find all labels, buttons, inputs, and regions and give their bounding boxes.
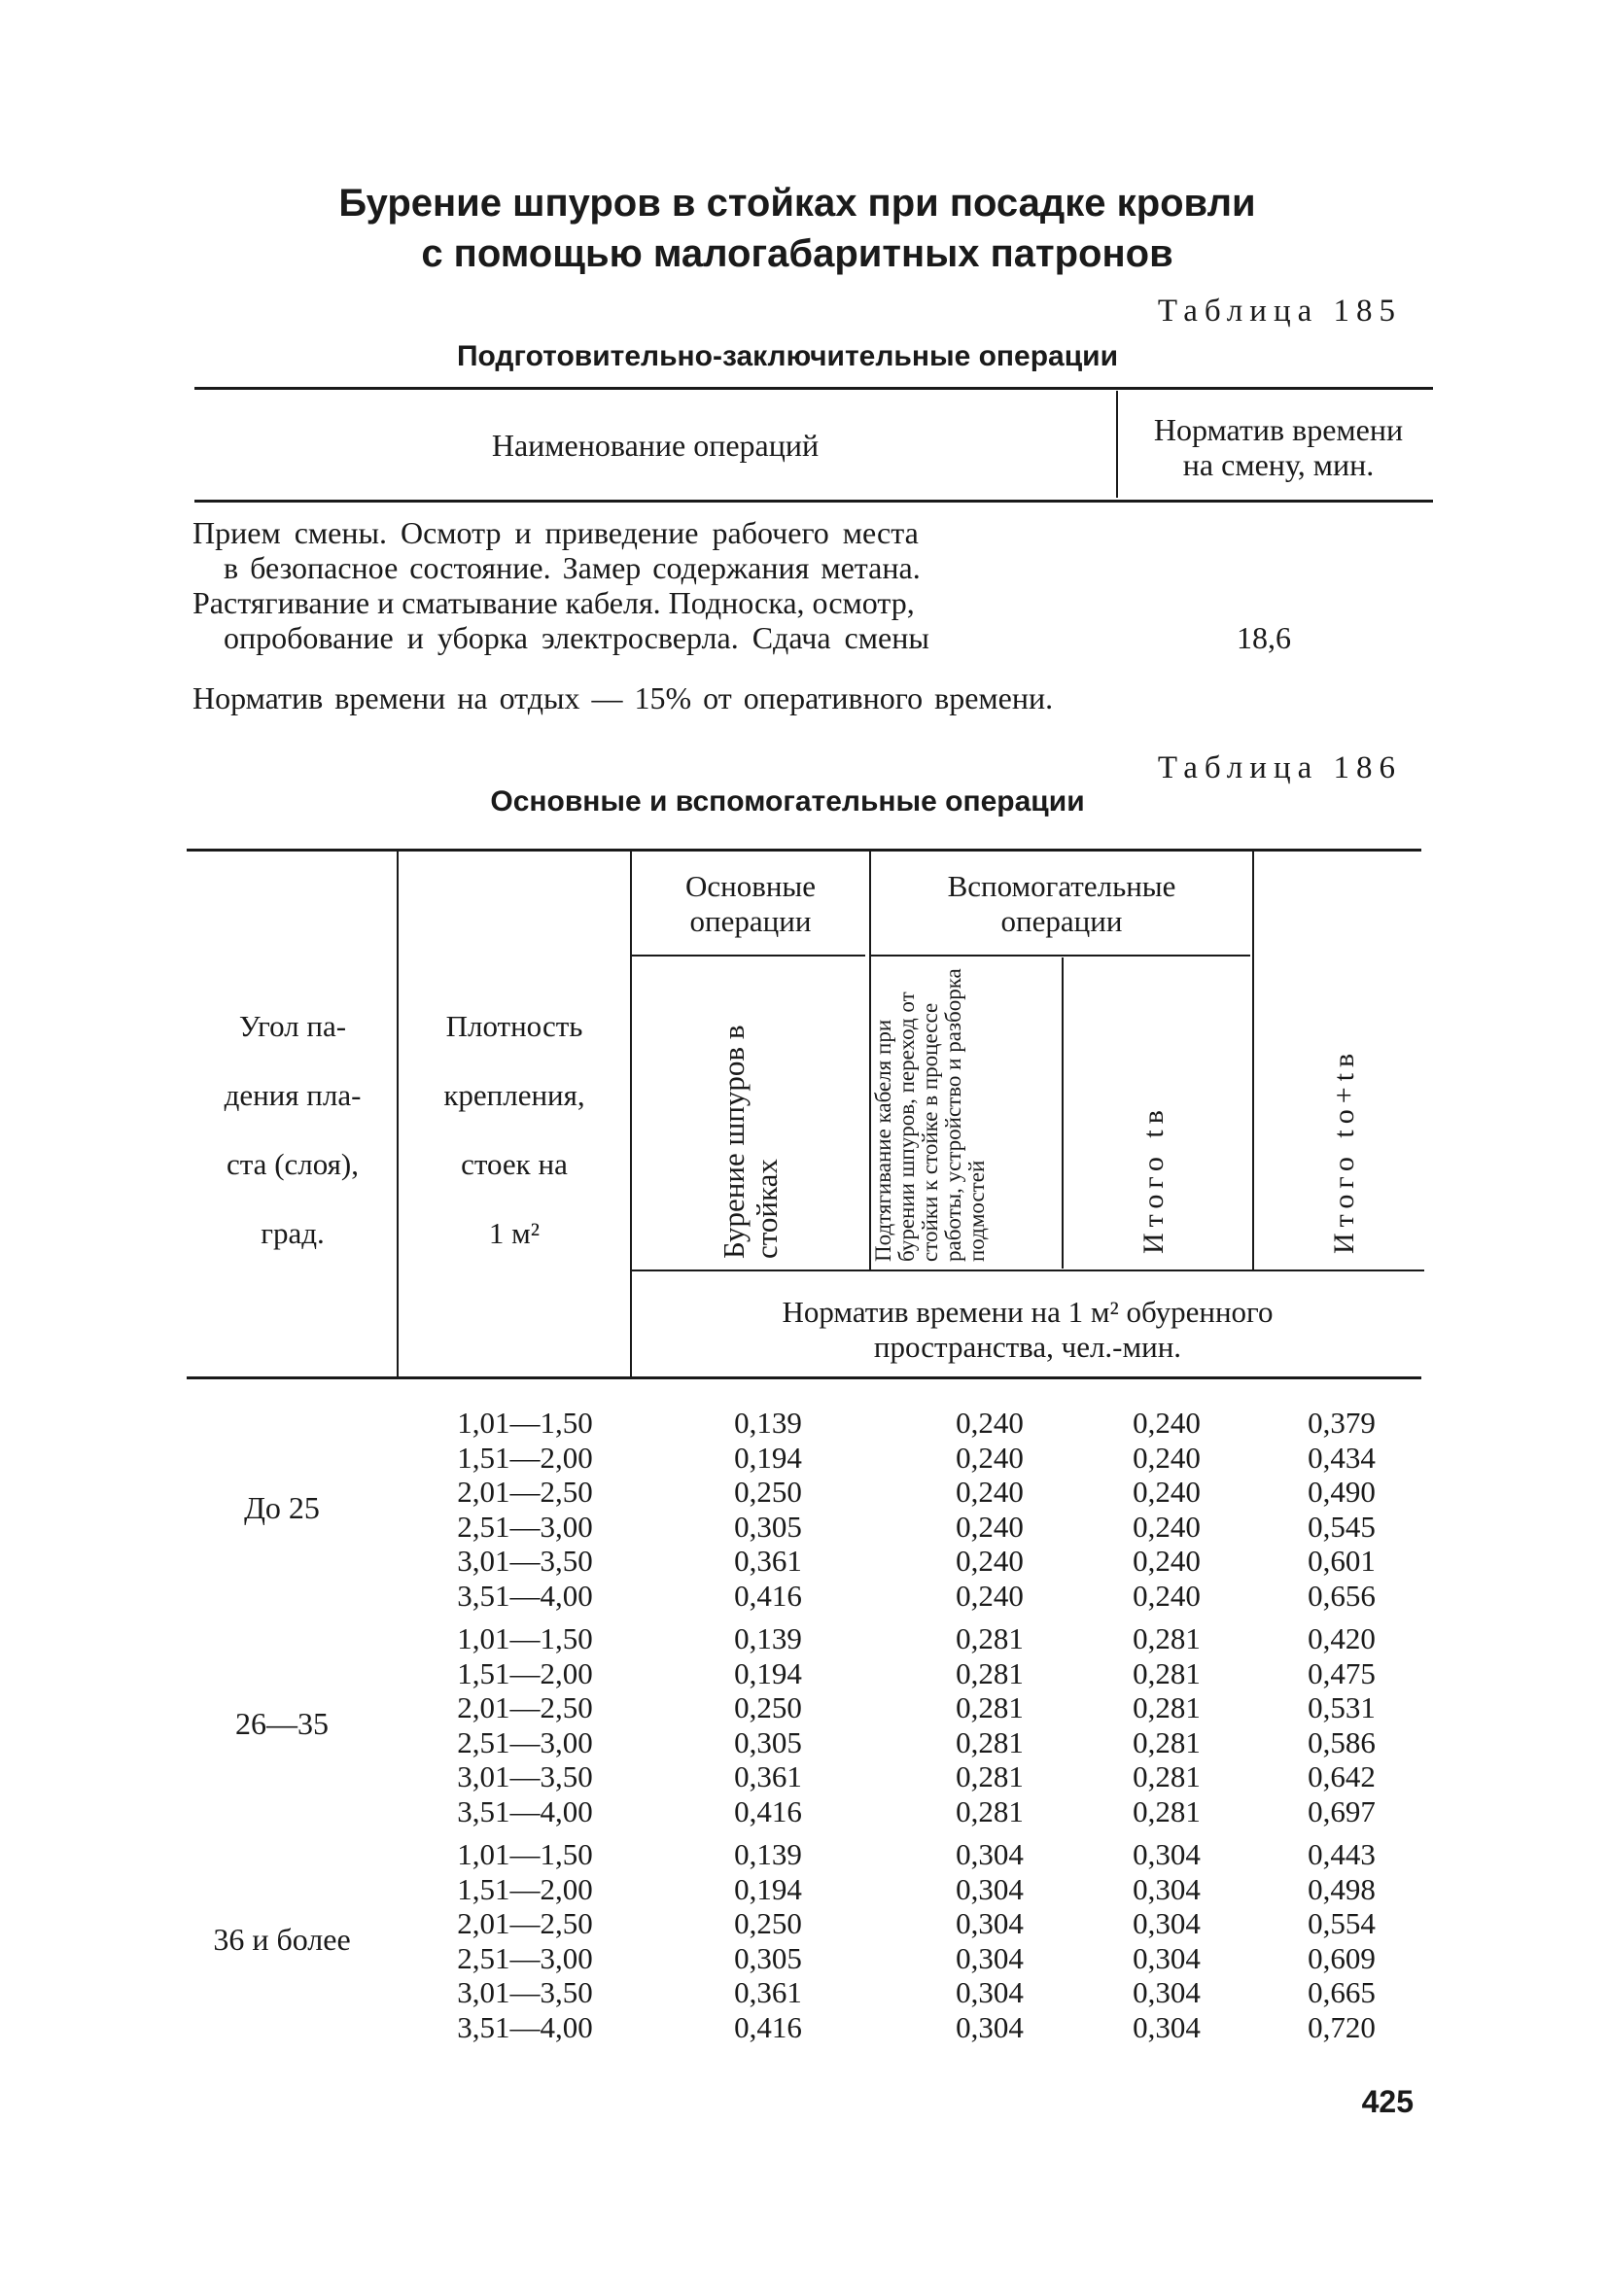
total-cell: 0,498 <box>1308 1871 1376 1906</box>
table-185-col2-header <box>1123 412 1434 482</box>
density-cell: 2,51—3,00 <box>457 1509 593 1544</box>
pulling-cell: 0,281 <box>956 1724 1024 1759</box>
header-angle-line-4: град. <box>261 1216 325 1250</box>
total-aux-cell: 0,281 <box>1133 1690 1201 1724</box>
pulling-cell: 0,281 <box>956 1759 1024 1793</box>
total-aux-cell: 0,240 <box>1133 1509 1201 1544</box>
total-cell: 0,490 <box>1308 1475 1376 1509</box>
table-185-row-text <box>192 515 929 655</box>
header-density-line-3: стоек на <box>461 1147 568 1181</box>
total-aux-cell: 0,240 <box>1133 1406 1201 1440</box>
table-186-norm-rule <box>632 1270 1424 1271</box>
header-main-group-line-1: Основные <box>684 869 817 903</box>
table-186-top-rule <box>187 849 1421 852</box>
total-cell: 0,475 <box>1308 1655 1376 1690</box>
header-angle-line-2: дения пла- <box>224 1078 362 1112</box>
table-186-main-group-rule <box>632 955 865 957</box>
table-185-row-value: 18,6 <box>1237 620 1291 655</box>
table-185-note: Норматив времени на отдых — 15% от оперативного времени. <box>192 680 1054 715</box>
drilling-cell: 0,194 <box>734 1440 802 1475</box>
total-aux-cell: 0,304 <box>1133 1871 1201 1906</box>
table-185-header-rule <box>194 500 1433 503</box>
header-total-aux: Итого tв <box>1137 1104 1170 1254</box>
total-aux-cell: 0,304 <box>1133 1837 1201 1871</box>
header-main-group-line-2: операции <box>689 904 812 938</box>
header-aux-group <box>871 869 1252 939</box>
density-cell: 3,51—4,00 <box>457 2009 593 2044</box>
header-main-group <box>634 869 867 939</box>
pulling-cell: 0,240 <box>956 1509 1024 1544</box>
header-density-line-2: крепления, <box>443 1078 585 1112</box>
density-cell: 1,51—2,00 <box>457 1440 593 1475</box>
pulling-cell: 0,304 <box>956 1837 1024 1871</box>
total-cell: 0,586 <box>1308 1724 1376 1759</box>
total-cell: 0,601 <box>1308 1544 1376 1578</box>
pulling-cell: 0,304 <box>956 2009 1024 2044</box>
header-density-line-4: 1 м² <box>488 1216 541 1250</box>
density-cell: 1,51—2,00 <box>457 1871 593 1906</box>
density-cell: 1,01—1,50 <box>457 1406 593 1440</box>
density-cell: 2,01—2,50 <box>457 1906 593 1940</box>
total-aux-cell: 0,281 <box>1133 1724 1201 1759</box>
header-angle <box>191 991 395 1268</box>
table-185-top-rule <box>194 387 1433 390</box>
total-aux-cell: 0,281 <box>1133 1655 1201 1690</box>
pulling-cell: 0,304 <box>956 1975 1024 2009</box>
total-aux-cell: 0,304 <box>1133 2009 1201 2044</box>
total-aux-cell: 0,281 <box>1133 1759 1201 1793</box>
density-cell: 1,01—1,50 <box>457 1837 593 1871</box>
table-186-vline-5 <box>1252 852 1254 1270</box>
drilling-cell: 0,416 <box>734 1793 802 1828</box>
density-cell: 3,01—3,50 <box>457 1975 593 2009</box>
total-cell: 0,554 <box>1308 1906 1376 1940</box>
header-density <box>401 991 628 1268</box>
header-aux-group-line-1: Вспомогательные <box>947 869 1176 903</box>
pulling-cell: 0,281 <box>956 1655 1024 1690</box>
drilling-cell: 0,305 <box>734 1940 802 1975</box>
table-186-vline-2 <box>630 852 632 1376</box>
drilling-cell: 0,416 <box>734 1578 802 1613</box>
density-cell: 3,51—4,00 <box>457 1578 593 1613</box>
density-cell: 3,01—3,50 <box>457 1759 593 1793</box>
density-cell: 1,01—1,50 <box>457 1621 593 1655</box>
pulling-cell: 0,240 <box>956 1440 1024 1475</box>
total-aux-cell: 0,304 <box>1133 1906 1201 1940</box>
drilling-cell: 0,250 <box>734 1475 802 1509</box>
total-cell: 0,697 <box>1308 1793 1376 1828</box>
pulling-cell: 0,240 <box>956 1475 1024 1509</box>
angle-group-label: 36 и более <box>213 1921 351 1957</box>
header-total: Итого tо+tв <box>1328 1047 1360 1254</box>
col2-header-line-1: Норматив времени <box>1153 412 1404 447</box>
drilling-cell: 0,139 <box>734 1837 802 1871</box>
drilling-cell: 0,361 <box>734 1544 802 1578</box>
drilling-cell: 0,250 <box>734 1690 802 1724</box>
page-number: 425 <box>1361 2084 1414 2119</box>
drilling-cell: 0,361 <box>734 1759 802 1793</box>
angle-group-label: До 25 <box>244 1489 320 1525</box>
total-aux-cell: 0,304 <box>1133 1975 1201 2009</box>
total-aux-cell: 0,240 <box>1133 1544 1201 1578</box>
drilling-cell: 0,305 <box>734 1724 802 1759</box>
total-cell: 0,531 <box>1308 1690 1376 1724</box>
title-line-1: Бурение шпуров в стойках при посадке кровли <box>338 182 1256 225</box>
header-angle-line-3: ста (слоя), <box>227 1147 359 1181</box>
table-186-header-bottom-rule <box>187 1376 1421 1379</box>
total-cell: 0,545 <box>1308 1509 1376 1544</box>
table-186-vline-4 <box>1062 957 1064 1269</box>
density-cell: 2,01—2,50 <box>457 1690 593 1724</box>
total-cell: 0,420 <box>1308 1621 1376 1655</box>
page-title <box>194 178 1400 279</box>
header-drilling: Бурение шпуров в стойках <box>717 1025 784 1259</box>
drilling-cell: 0,194 <box>734 1655 802 1690</box>
pulling-cell: 0,281 <box>956 1621 1024 1655</box>
total-cell: 0,642 <box>1308 1759 1376 1793</box>
total-cell: 0,443 <box>1308 1837 1376 1871</box>
title-line-2: с помощью малогабаритных патронов <box>421 232 1173 275</box>
header-norm-line-2: пространства, чел.-мин. <box>873 1330 1182 1364</box>
header-norm-line-1: Норматив времени на 1 м² обуренного <box>782 1295 1274 1329</box>
table-186-subtitle: Основные и вспомогательные операции <box>490 785 1085 818</box>
total-aux-cell: 0,240 <box>1133 1475 1201 1509</box>
density-cell: 3,51—4,00 <box>457 1793 593 1828</box>
header-norm <box>634 1295 1421 1365</box>
pulling-cell: 0,304 <box>956 1906 1024 1940</box>
density-cell: 2,01—2,50 <box>457 1475 593 1509</box>
pulling-cell: 0,240 <box>956 1578 1024 1613</box>
pulling-cell: 0,304 <box>956 1940 1024 1975</box>
total-aux-cell: 0,281 <box>1133 1793 1201 1828</box>
drilling-cell: 0,250 <box>734 1906 802 1940</box>
table-185-label: Таблица 185 <box>1157 294 1402 329</box>
pulling-cell: 0,240 <box>956 1544 1024 1578</box>
drilling-cell: 0,139 <box>734 1406 802 1440</box>
row-line-2: в безопасное состояние. Замер содержания метана. <box>224 550 921 585</box>
header-density-line-1: Плотность <box>445 1009 583 1043</box>
density-cell: 3,01—3,50 <box>457 1544 593 1578</box>
density-cell: 2,51—3,00 <box>457 1724 593 1759</box>
density-cell: 2,51—3,00 <box>457 1940 593 1975</box>
total-cell: 0,720 <box>1308 2009 1376 2044</box>
row-line-1: Прием смены. Осмотр и приведение рабочего места <box>192 515 919 550</box>
density-cell: 1,51—2,00 <box>457 1655 593 1690</box>
table-185-header-divider <box>1116 391 1118 498</box>
total-cell: 0,379 <box>1308 1406 1376 1440</box>
table-185-subtitle: Подготовительно-заключительные операции <box>456 340 1119 372</box>
total-aux-cell: 0,281 <box>1133 1621 1201 1655</box>
total-cell: 0,656 <box>1308 1578 1376 1613</box>
pulling-cell: 0,281 <box>956 1793 1024 1828</box>
total-aux-cell: 0,240 <box>1133 1578 1201 1613</box>
pulling-cell: 0,240 <box>956 1406 1024 1440</box>
col2-header-line-2: на смену, мин. <box>1182 447 1375 482</box>
table-185-col1-header: Наименование операций <box>491 428 820 463</box>
drilling-cell: 0,139 <box>734 1621 802 1655</box>
table-186-label: Таблица 186 <box>1157 750 1402 785</box>
table-186-aux-group-rule <box>871 955 1250 957</box>
total-cell: 0,434 <box>1308 1440 1376 1475</box>
table-186-vline-1 <box>397 852 399 1376</box>
header-angle-line-1: Угол па- <box>238 1009 347 1043</box>
total-cell: 0,665 <box>1308 1975 1376 2009</box>
pulling-cell: 0,304 <box>956 1871 1024 1906</box>
drilling-cell: 0,194 <box>734 1871 802 1906</box>
row-line-3: Растягивание и сматывание кабеля. Подноска, осмотр, <box>192 585 915 620</box>
total-cell: 0,609 <box>1308 1940 1376 1975</box>
row-line-4: опробование и уборка электросверла. Сдача смены <box>224 620 929 655</box>
drilling-cell: 0,305 <box>734 1509 802 1544</box>
pulling-cell: 0,281 <box>956 1690 1024 1724</box>
total-aux-cell: 0,240 <box>1133 1440 1201 1475</box>
header-pulling: Подтягивание кабеля при бурении шпуров, переход от стойки к стойке в процессе работы, устройство и разборка подмостей <box>871 968 989 1262</box>
total-aux-cell: 0,304 <box>1133 1940 1201 1975</box>
header-aux-group-line-2: операции <box>1000 904 1123 938</box>
drilling-cell: 0,361 <box>734 1975 802 2009</box>
drilling-cell: 0,416 <box>734 2009 802 2044</box>
angle-group-label: 26—35 <box>235 1705 329 1741</box>
